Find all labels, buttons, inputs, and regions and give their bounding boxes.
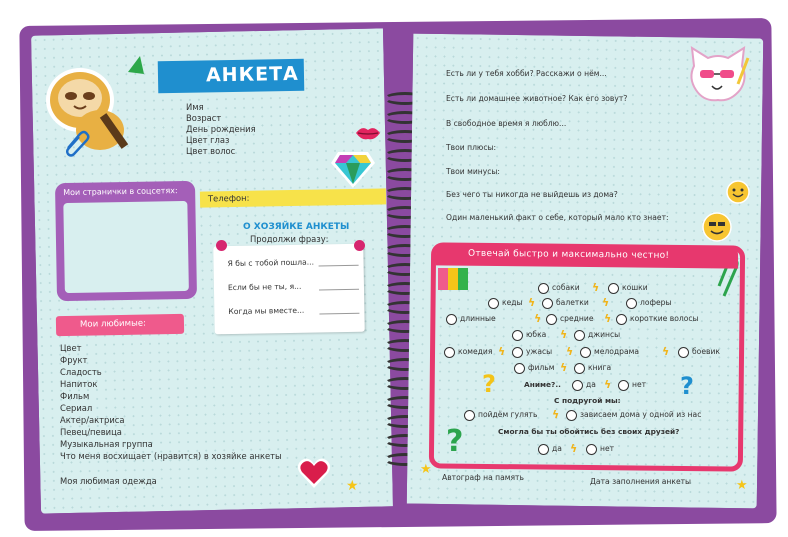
option-jeans: джинсы: [588, 330, 621, 339]
option-cats: кошки: [622, 283, 648, 292]
anime-question: Аниме?..: [524, 380, 561, 389]
friend-question: С подругой мы:: [554, 396, 621, 405]
option-loafers: лоферы: [640, 298, 672, 307]
option-medium-hair: средние: [560, 314, 594, 323]
radio-dogs[interactable]: [538, 283, 549, 294]
radio-stay-home[interactable]: [566, 410, 577, 421]
social-media-field[interactable]: [63, 201, 189, 293]
option-anime-yes: да: [586, 380, 596, 389]
option-go-walk: пойдём гулять: [478, 410, 538, 419]
lightning-icon: ϟ: [534, 312, 542, 325]
option-action: боевик: [692, 347, 720, 356]
field-eye-color: Цвет глаз: [186, 135, 230, 145]
radio-short-hair[interactable]: [616, 314, 627, 325]
favorite-fruit: Фрукт: [60, 355, 88, 365]
owner-phrases-card: [213, 244, 365, 335]
radio-without-friends-no[interactable]: [586, 444, 597, 455]
autograph-label: Автограф на память: [442, 473, 524, 482]
radio-loafers[interactable]: [626, 298, 637, 309]
fill-date-label: Дата заполнения анкеты: [590, 477, 692, 486]
favorite-sweet: Сладость: [60, 367, 102, 377]
flag-icon: [458, 268, 468, 290]
star-icon: ★: [420, 462, 432, 477]
option-sneakers: кеды: [502, 298, 523, 307]
radio-book[interactable]: [574, 363, 585, 374]
option-short-hair: короткие волосы: [630, 314, 699, 323]
favorite-series: Сериал: [60, 403, 93, 413]
favorite-band: Музыкальная группа: [60, 439, 153, 449]
radio-medium-hair[interactable]: [546, 314, 557, 325]
star-icon: ★: [736, 478, 748, 493]
option-without-friends-no: нет: [600, 444, 615, 453]
field-age: Возраст: [186, 113, 222, 123]
lightning-icon: ϟ: [570, 442, 578, 455]
option-book: книга: [588, 363, 612, 372]
paperclip-icon: [62, 128, 92, 158]
owner-phrase-3: Когда мы вместе...: [228, 305, 305, 317]
star-icon: ★: [346, 478, 359, 494]
favorite-drink: Напиток: [60, 379, 98, 389]
smiley-icon: [702, 212, 732, 242]
radio-cats[interactable]: [608, 283, 619, 294]
lightning-icon: ϟ: [566, 345, 574, 358]
owner-phrase-2: Если бы не ты, я...: [227, 281, 302, 293]
cat-sticker-icon: [686, 44, 750, 106]
option-film: фильм: [528, 363, 555, 372]
favorite-actor: Актер/актриса: [60, 415, 125, 425]
radio-anime-no[interactable]: [618, 380, 629, 391]
heart-icon: [296, 456, 332, 490]
lightning-icon: ϟ: [604, 312, 612, 325]
pin-icon: [354, 240, 365, 251]
radio-horror[interactable]: [512, 347, 523, 358]
favorite-color: Цвет: [60, 343, 82, 353]
radio-long-hair[interactable]: [446, 314, 457, 325]
favorite-singer: Певец/певица: [60, 427, 122, 437]
phone-field[interactable]: [200, 188, 386, 207]
option-long-hair: длинные: [460, 314, 496, 323]
question-pros: Твои плюсы:: [446, 143, 497, 152]
answer-line-1[interactable]: [319, 265, 359, 267]
lightning-icon: ϟ: [560, 361, 568, 374]
answer-line-2[interactable]: [319, 289, 359, 291]
phone-label: Телефон:: [207, 192, 250, 204]
option-dogs: собаки: [552, 283, 580, 292]
question-free-time: В свободное время я люблю...: [446, 119, 567, 128]
radio-sneakers[interactable]: [488, 298, 499, 309]
radio-without-friends-yes[interactable]: [538, 444, 549, 455]
question-hobby: Есть ли у тебя хобби? Расскажи о нём...: [446, 69, 607, 78]
favorites-tag: [56, 314, 184, 336]
question-mark-icon: ?: [446, 424, 464, 459]
lightning-icon: ϟ: [560, 328, 568, 341]
question-mark-icon: ?: [680, 372, 694, 400]
flag-icon: [448, 268, 458, 290]
smiley-icon: [726, 180, 750, 204]
radio-melodrama[interactable]: [580, 347, 591, 358]
owner-phrase-1: Я бы с тобой пошла...: [227, 257, 315, 269]
option-skirt: юбка: [526, 330, 547, 339]
without-friends-question: Смогла бы ты обойтись без своих друзей?: [498, 427, 680, 436]
sloth-sticker-icon: [40, 52, 160, 162]
answer-line-3[interactable]: [319, 313, 359, 315]
radio-skirt[interactable]: [512, 330, 523, 341]
question-never-leave: Без чего ты никогда не выйдешь из дома?: [446, 190, 618, 199]
radio-go-walk[interactable]: [464, 410, 475, 421]
radio-action[interactable]: [678, 347, 689, 358]
radio-anime-yes[interactable]: [572, 380, 583, 391]
owner-section-title: О ХОЗЯЙКЕ АНКЕТЫ: [243, 222, 350, 232]
question-pet: Есть ли домашнее животное? Как его зовут?: [446, 94, 628, 103]
field-hair-color: Цвет волос: [186, 146, 236, 156]
lips-icon: [354, 124, 382, 142]
radio-film[interactable]: [514, 363, 525, 374]
diamond-icon: [330, 150, 376, 190]
title-banner: [158, 59, 305, 94]
lightning-icon: ϟ: [528, 296, 536, 309]
option-melodrama: мелодрама: [594, 347, 640, 356]
favorite-film: Фильм: [60, 391, 90, 401]
question-secret-fact: Один маленький факт о себе, который мало кто знает:: [446, 213, 669, 222]
admire-owner: Что меня восхищает (нравится) в хозяйке анкеты: [60, 451, 282, 461]
radio-comedy[interactable]: [444, 347, 455, 358]
social-media-label: Мои странички в соцсетях:: [63, 186, 178, 198]
question-cons: Твои минусы:: [446, 167, 500, 176]
lightning-icon: ϟ: [662, 345, 670, 358]
option-ballet-flats: балетки: [556, 298, 589, 307]
question-mark-icon: ?: [482, 370, 496, 398]
option-comedy: комедия: [458, 347, 493, 356]
radio-jeans[interactable]: [574, 330, 585, 341]
lightning-icon: ϟ: [602, 296, 610, 309]
option-stay-home: зависаем дома у одной из нас: [580, 410, 702, 419]
lightning-icon: ϟ: [604, 378, 612, 391]
option-horror: ужасы: [526, 347, 553, 356]
flag-icon: [438, 268, 448, 290]
favorites-label: Мои любимые:: [79, 318, 147, 330]
pin-icon: [216, 240, 227, 251]
quiz-title: Отвечай быстро и максимально честно!: [467, 248, 670, 261]
field-name: Имя: [186, 102, 204, 112]
owner-subtitle: Продолжи фразу:: [250, 234, 329, 244]
page-title: АНКЕТА: [205, 62, 299, 87]
social-media-box: [55, 181, 197, 301]
quiz-header: [436, 245, 738, 268]
lightning-icon: ϟ: [592, 281, 600, 294]
lightning-icon: ϟ: [498, 345, 506, 358]
field-birthday: День рождения: [186, 124, 256, 134]
option-without-friends-yes: да: [552, 444, 562, 453]
favorite-clothes: Моя любимая одежда: [60, 476, 157, 486]
option-anime-no: нет: [632, 380, 647, 389]
radio-ballet-flats[interactable]: [542, 298, 553, 309]
lightning-icon: ϟ: [552, 408, 560, 421]
